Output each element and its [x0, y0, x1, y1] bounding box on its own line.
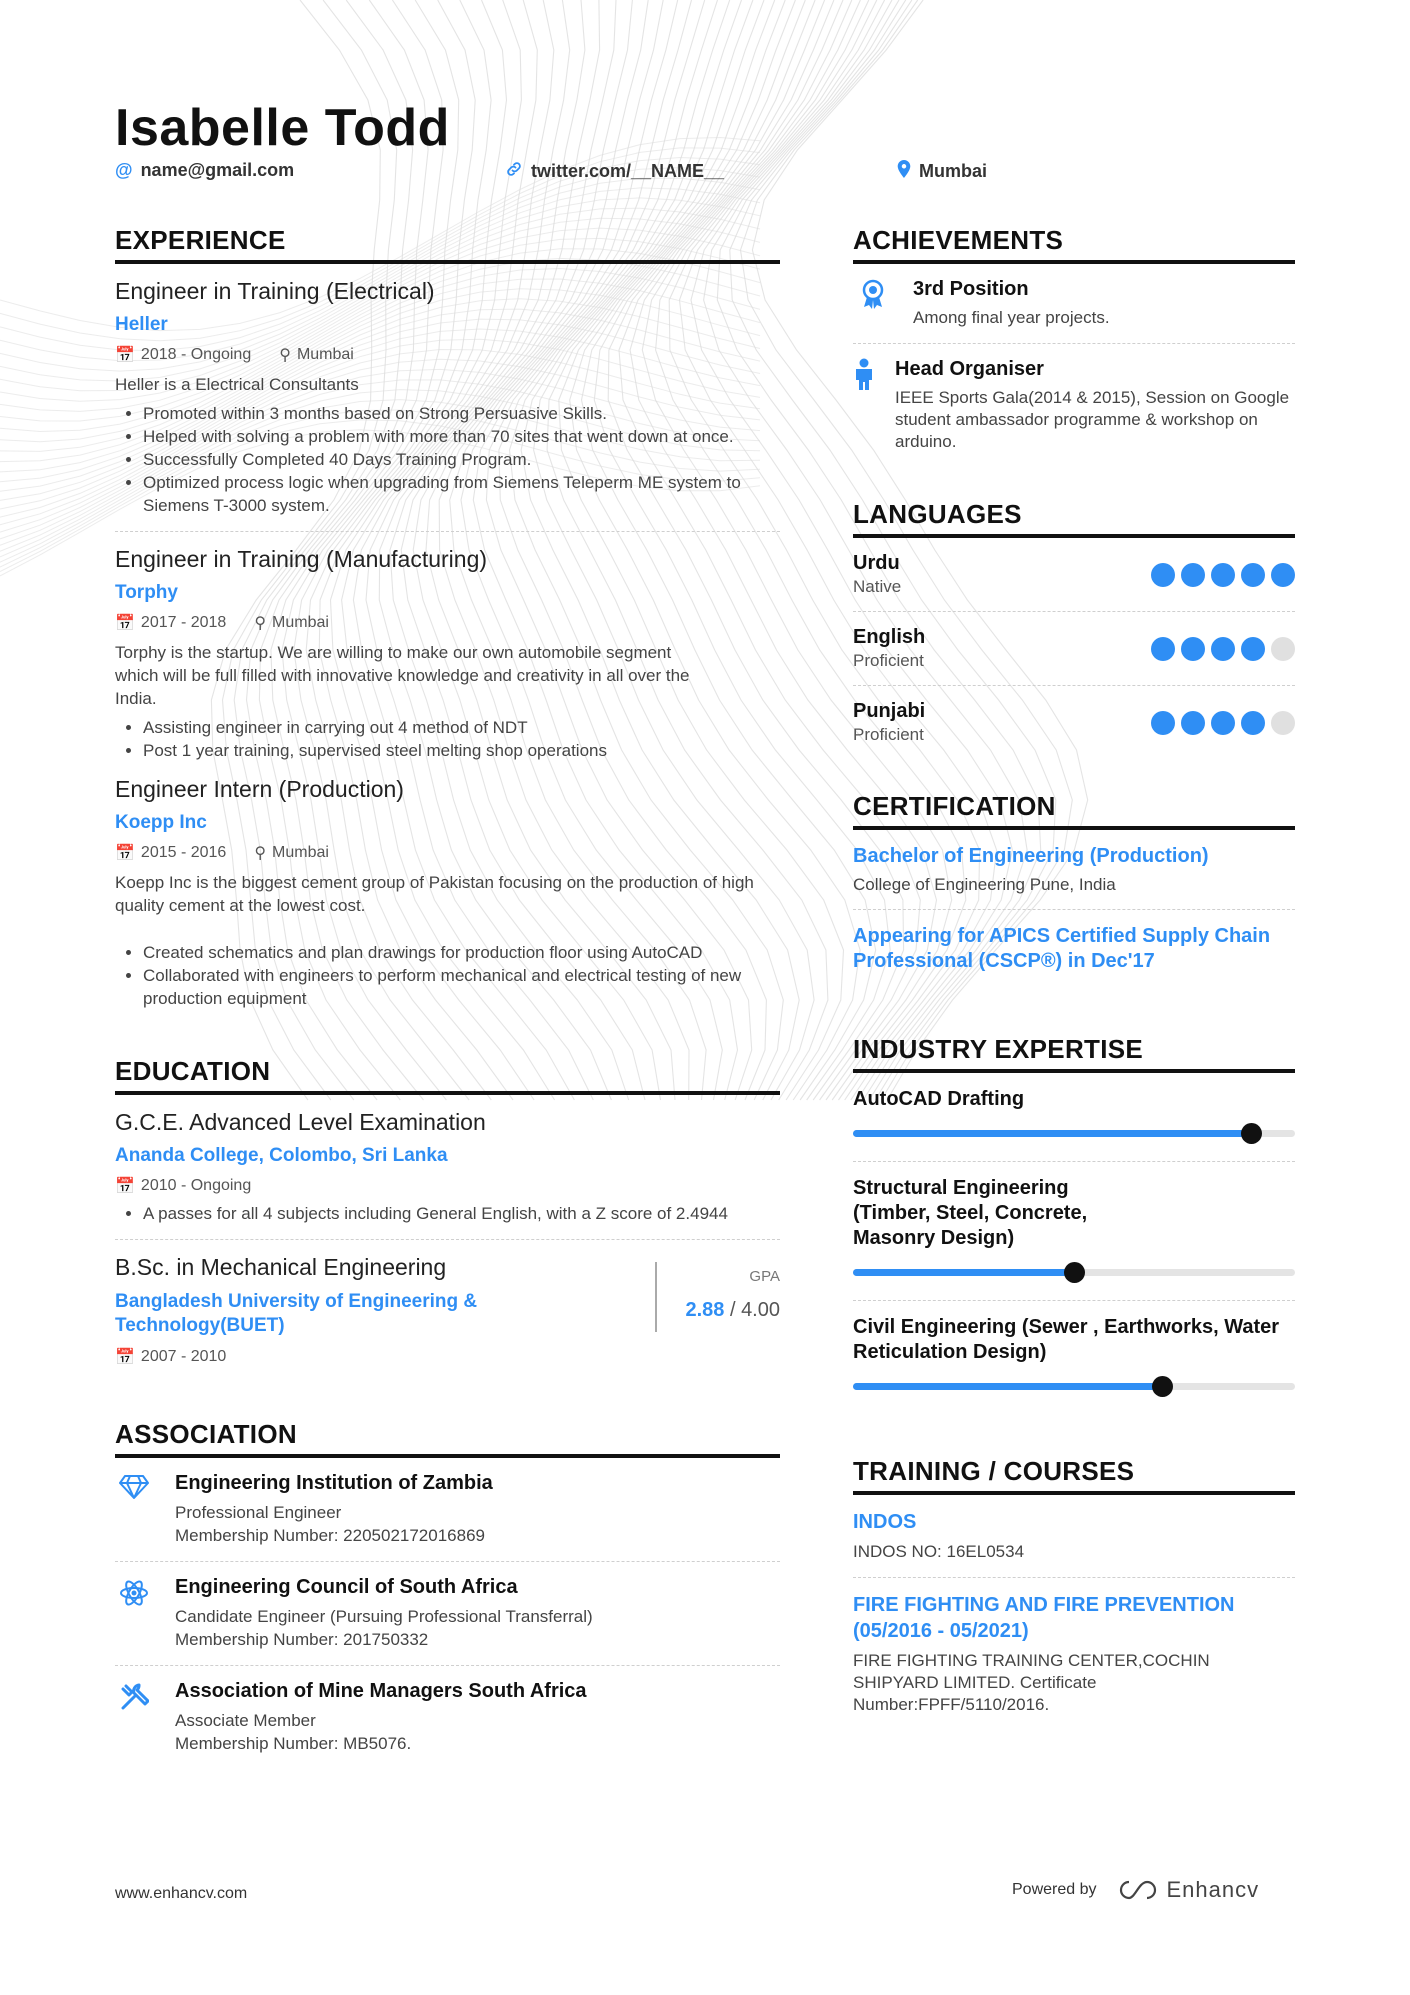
association-text: [175, 1472, 493, 1547]
association-item: [115, 1472, 780, 1547]
gpa-score: 2.88: [685, 1299, 725, 1321]
role-title: Engineer Intern (Production): [115, 776, 404, 802]
association-item: [115, 1680, 780, 1755]
education-title: EDUCATION: [115, 1056, 780, 1095]
calendar-icon: 📅: [115, 615, 135, 632]
skill-bar: [853, 1130, 1295, 1137]
location: [254, 843, 329, 863]
divider: [115, 531, 780, 532]
person-icon: [853, 358, 875, 453]
gpa-label: GPA: [749, 1268, 780, 1285]
language-item: [853, 552, 1295, 597]
skill-bar-fill: [853, 1130, 1251, 1137]
education-main: [115, 1240, 535, 1367]
divider: [115, 1561, 780, 1562]
divider: [853, 343, 1295, 344]
education-meta: [115, 1347, 535, 1367]
company-description: Torphy is the startup. We are willing to make our own automobile segment which will be full filled with innovative knowledge and creativity in all over the India.: [115, 643, 690, 708]
company-name: Koepp Inc: [115, 812, 207, 833]
achievements-title: ACHIEVEMENTS: [853, 225, 1295, 264]
bullet-item: • Created schematics and plan drawings for production floor using AutoCAD: [143, 941, 780, 964]
divider: [853, 1577, 1295, 1578]
calendar-icon: 📅: [115, 1178, 135, 1195]
achievement-name: 3rd Position: [913, 278, 1029, 300]
skill-bar-knob: [1241, 1123, 1262, 1144]
skill-bar-fill: [853, 1383, 1162, 1390]
experience-item: [115, 776, 780, 1010]
school-name: Ananda College, Colombo, Sri Lanka: [115, 1145, 448, 1166]
language-level: Proficient: [853, 651, 924, 670]
powered-by-text: Powered by: [1012, 1881, 1097, 1898]
training-item: [853, 1509, 1295, 1563]
gpa-max: 4.00: [741, 1299, 780, 1321]
language-text: [853, 700, 925, 745]
medal-icon: [853, 278, 893, 329]
skill-name: Civil Engineering (Sewer , Earthworks, Water Reticulation Design): [853, 1316, 1280, 1363]
skill-bar-knob: [1152, 1376, 1173, 1397]
rating-dot: [1181, 637, 1205, 661]
gpa-value: 2.88 / 4.00: [685, 1299, 780, 1321]
bullet-item: • Assisting engineer in carrying out 4 method of NDT: [143, 716, 780, 739]
association-item: [115, 1576, 780, 1651]
expertise-item: [853, 1315, 1295, 1390]
dates-text: 2010 - Ongoing: [140, 1177, 252, 1194]
bullet-list: [115, 716, 780, 762]
bullet-list: [115, 941, 780, 1010]
rating-dot: [1271, 637, 1295, 661]
bullet-item: • Successfully Completed 40 Days Training Program.: [143, 448, 780, 471]
right-column: [853, 225, 1295, 1716]
rating-dot: [1151, 563, 1175, 587]
calendar-icon: 📅: [115, 1349, 135, 1366]
achievement-desc: Among final year projects.: [913, 308, 1110, 327]
association-text: [175, 1680, 587, 1755]
contact-email[interactable]: [115, 160, 294, 181]
location-pin-icon: ⚲: [254, 845, 267, 862]
experience-title: EXPERIENCE: [115, 225, 780, 264]
link-icon: [505, 160, 523, 183]
training-desc: FIRE FIGHTING TRAINING CENTER,COCHIN SHIPYARD LIMITED. Certificate Number:FPFF/5110/2016.: [853, 1651, 1210, 1714]
location-text: Mumbai: [919, 161, 988, 181]
bullet-list: [115, 402, 780, 517]
divider: [853, 611, 1295, 612]
dates-text: 2017 - 2018: [140, 614, 227, 631]
dates: [115, 613, 226, 633]
rating-dot: [1241, 711, 1265, 735]
language-name: English: [853, 626, 926, 648]
certification-desc: College of Engineering Pune, India: [853, 875, 1116, 894]
rating-dot: [1211, 637, 1235, 661]
dates-text: 2018 - Ongoing: [140, 346, 252, 363]
bullet-item: • Post 1 year training, supervised steel melting shop operations: [143, 739, 780, 762]
association-name: Engineering Institution of Zambia: [175, 1472, 493, 1494]
skill-name: AutoCAD Drafting: [853, 1088, 1025, 1110]
bullet-item: • A passes for all 4 subjects including General English, with a Z score of 2.4944: [143, 1202, 780, 1225]
divider: [853, 909, 1295, 910]
divider: [853, 685, 1295, 686]
skill-bar-knob: [1064, 1262, 1085, 1283]
rating-dot: [1211, 711, 1235, 735]
bullet-item: • Collaborated with engineers to perform mechanical and electrical testing of new production equipment: [143, 964, 780, 1010]
association-title: ASSOCIATION: [115, 1419, 780, 1458]
membership-number: Membership Number: 220502172016869: [175, 1526, 485, 1545]
language-text: [853, 552, 901, 597]
enhancv-mark-icon: [1115, 1878, 1161, 1902]
association-name: Association of Mine Managers South Africa: [175, 1680, 587, 1702]
footer-powered-by: [1012, 1877, 1259, 1903]
dates: [115, 1176, 251, 1196]
language-item: [853, 700, 1295, 745]
rating-dot: [1181, 563, 1205, 587]
rating-dots: [1151, 637, 1295, 661]
membership-number: Membership Number: 201750332: [175, 1630, 429, 1649]
school-name: Bangladesh University of Engineering & Technology(BUET): [115, 1291, 478, 1336]
diamond-icon: [115, 1472, 153, 1547]
degree-title: B.Sc. in Mechanical Engineering: [115, 1254, 447, 1280]
rating-dots: [1151, 711, 1295, 735]
gpa-box: [655, 1262, 780, 1332]
membership-number: Membership Number: MB5076.: [175, 1734, 412, 1753]
rating-dots: [1151, 563, 1295, 587]
experience-item: [115, 546, 780, 762]
training-name: INDOS: [853, 1511, 917, 1533]
language-level: Native: [853, 577, 902, 596]
certification-title: CERTIFICATION: [853, 791, 1295, 830]
achievement-item: [853, 358, 1295, 453]
association-role: Professional Engineer: [175, 1503, 342, 1522]
twitter-text: twitter.com/__NAME__: [531, 161, 725, 181]
enhancv-logo[interactable]: [1115, 1877, 1260, 1903]
enhancv-logo-text: Enhancv: [1166, 1877, 1260, 1902]
at-icon: @: [115, 160, 133, 180]
training-name: FIRE FIGHTING AND FIRE PREVENTION (05/2016 - 05/2021): [853, 1594, 1235, 1642]
rating-dot: [1151, 711, 1175, 735]
role-title: Engineer in Training (Electrical): [115, 278, 435, 304]
calendar-icon: 📅: [115, 845, 135, 862]
location: [254, 613, 329, 633]
footer-site-link[interactable]: www.enhancv.com: [115, 1885, 248, 1902]
training-title: TRAINING / COURSES: [853, 1456, 1295, 1495]
bullet-item: • Promoted within 3 months based on Strong Persuasive Skills.: [143, 402, 780, 425]
candidate-name: Isabelle Todd: [115, 99, 450, 157]
rating-dot: [1181, 711, 1205, 735]
association-text: [175, 1576, 593, 1651]
email-text: name@gmail.com: [140, 160, 295, 180]
rating-dot: [1241, 563, 1265, 587]
divider: [853, 1300, 1295, 1301]
dates: [115, 1347, 226, 1367]
achievement-name: Head Organiser: [895, 358, 1044, 380]
location-pin-icon: ⚲: [279, 347, 291, 364]
language-level: Proficient: [853, 725, 924, 744]
tools-icon: [115, 1680, 153, 1755]
association-role: Associate Member: [175, 1711, 316, 1730]
training-item: [853, 1592, 1295, 1716]
rating-dot: [1271, 563, 1295, 587]
contact-location: [897, 160, 987, 183]
divider: [853, 1161, 1295, 1162]
dates-text: 2015 - 2016: [140, 844, 227, 861]
experience-item: [115, 278, 780, 532]
certification-name: Appearing for APICS Certified Supply Chain Professional (CSCP®) in Dec'17: [853, 925, 1271, 972]
company-name: Torphy: [115, 582, 178, 603]
language-name: Urdu: [853, 552, 900, 574]
company-description: Koepp Inc is the biggest cement group of Pakistan focusing on the production of high quality cement at the lowest cost.: [115, 873, 754, 915]
certification-item: [853, 924, 1295, 974]
association-name: Engineering Council of South Africa: [175, 1576, 518, 1598]
role-title: Engineer in Training (Manufacturing): [115, 546, 488, 572]
language-text: [853, 626, 925, 671]
expertise-item: [853, 1087, 1295, 1162]
rating-dot: [1241, 637, 1265, 661]
degree-title: G.C.E. Advanced Level Examination: [115, 1109, 486, 1135]
dates: [115, 843, 226, 863]
bullet-item: • Helped with solving a problem with more than 70 sites that went down at once.: [143, 425, 780, 448]
contact-twitter[interactable]: [505, 160, 724, 183]
left-column: [115, 225, 780, 1755]
achievement-desc: IEEE Sports Gala(2014 & 2015), Session on Google student ambassador programme & workshop on arduino.: [895, 388, 1290, 451]
rating-dot: [1211, 563, 1235, 587]
rating-dot: [1151, 637, 1175, 661]
expertise-title: INDUSTRY EXPERTISE: [853, 1034, 1295, 1073]
achievement-text: [913, 278, 1110, 329]
rating-dot: [1271, 711, 1295, 735]
language-item: [853, 626, 1295, 671]
experience-meta: [115, 613, 780, 633]
atom-icon: [115, 1576, 153, 1651]
dates: [115, 345, 251, 365]
skill-bar-fill: [853, 1269, 1074, 1276]
location-pin-icon: ⚲: [254, 615, 267, 632]
certification-name: Bachelor of Engineering (Production): [853, 845, 1209, 867]
skill-bar: [853, 1269, 1295, 1276]
location: [279, 345, 354, 365]
education-item: [115, 1240, 780, 1367]
dates-text: 2007 - 2010: [140, 1348, 227, 1365]
achievement-item: [853, 278, 1295, 329]
company-name: Heller: [115, 314, 168, 335]
association-role: Candidate Engineer (Pursuing Professional Transferral): [175, 1607, 593, 1626]
achievement-text: [895, 358, 1295, 453]
location-text: Mumbai: [296, 346, 354, 363]
location-text: Mumbai: [272, 844, 329, 861]
skill-bar: [853, 1383, 1295, 1390]
expertise-item: [853, 1176, 1295, 1301]
training-desc: INDOS NO: 16EL0534: [853, 1542, 1025, 1561]
skill-name: Structural Engineering (Timber, Steel, Concrete, Masonry Design): [853, 1177, 1088, 1249]
company-description: Heller is a Electrical Consultants: [115, 375, 359, 394]
certification-item: [853, 844, 1295, 895]
bullet-list: [115, 1202, 780, 1225]
experience-meta: [115, 843, 780, 863]
divider: [115, 1665, 780, 1666]
bullet-item: • Optimized process logic when upgrading from Siemens Teleperm ME system to Siemens T-3000 system.: [143, 471, 780, 517]
language-name: Punjabi: [853, 700, 926, 722]
education-item: [115, 1109, 780, 1240]
education-meta: [115, 1176, 780, 1196]
experience-meta: [115, 345, 780, 365]
location-text: Mumbai: [272, 614, 329, 631]
location-pin-icon: [897, 160, 911, 183]
calendar-icon: 📅: [115, 347, 135, 364]
languages-title: LANGUAGES: [853, 499, 1295, 538]
